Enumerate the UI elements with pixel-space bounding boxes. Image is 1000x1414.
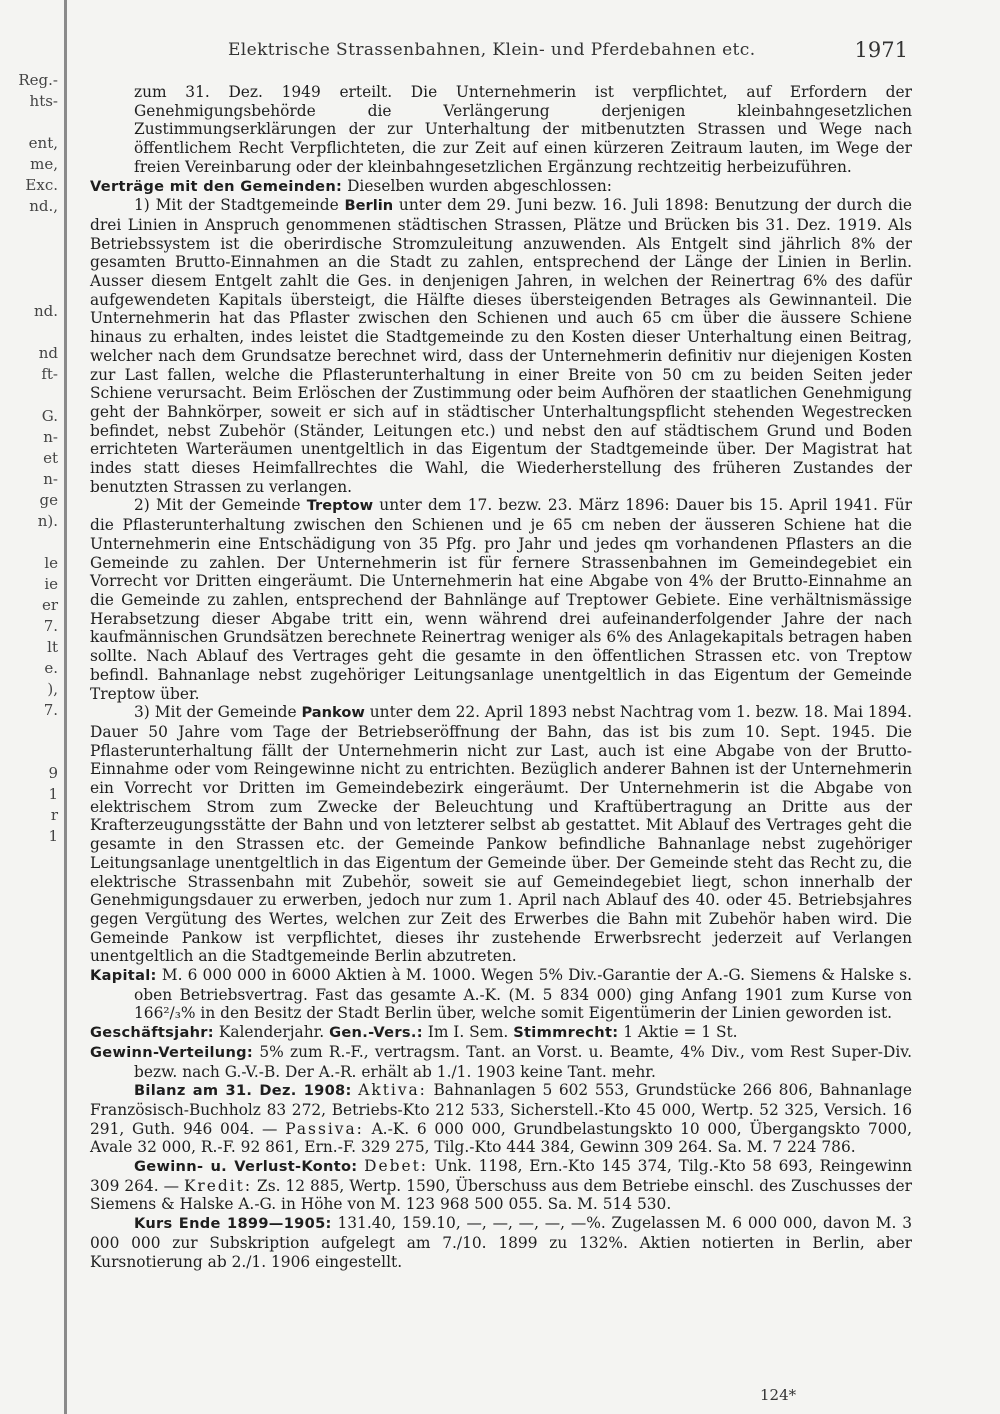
- fragment: me,: [30, 155, 58, 173]
- vertraege-heading: [90, 177, 912, 197]
- section-label: Kurs Ende 1899—1905:: [134, 1215, 332, 1233]
- fragment: le: [44, 554, 58, 572]
- gewinn-verlust-entry: [90, 1157, 912, 1214]
- section-label: Geschäftsjahr:: [90, 1024, 214, 1042]
- fragment: n-: [43, 428, 58, 446]
- fragment: 1: [48, 827, 58, 845]
- header-title: Elektrische Strassenbahnen, Klein- und Pferdebahnen etc.: [228, 40, 756, 60]
- section-label: Gewinn- u. Verlust-Konto:: [134, 1158, 358, 1176]
- contract-text: unter dem 29. Juni bezw. 16. Juli 1898: Benutzung der durch die drei Linien in Anspruch genommenen städtischen Strassen, Plätze und Brücken bis 31. Dez. 1919. Als Betriebssystem ist die oberirdische Stromzuleitung anzuwenden. Als Entgelt sind jährlich 8% der gesamten Brutto-Einnahmen an die Stadt zu zahlen, entsprechend der Länge der Linien in Berlin. Ausser diesem Entgelt zahlt die Ges. in denjenigen Jahren, in welchen der Reinertrag 6% des dafür aufgewendeten Kapitals übersteigt, die Hälfte dieses übersteigenden Betrages als Gewinnanteil. Die Unternehmerin hat das Pflaster zwischen den Schienen und auch 65 cm über die äussere Schiene hinaus zu erhalten, indes leistet die Stadtgemeinde zu den Kosten dieser Unterhaltung einen Beitrag, welcher nach dem Grundsatze berechnet wird, dass der Unternehmerin definitiv nur diejenigen Kosten zur Last fallen, welche die Pflasterunterhaltung in einer Breite von 50 cm zu beiden Seiten jeder Schiene verursacht. Beim Erlöschen der Zustimmung oder beim Aufhören der staatlichen Genehmigung geht der Bahnkörper, soweit er sich auf in städtischer Unterhaltungspflicht stehenden Wegestrecken befindet, nebst Zubehör (Ständer, Leitungen etc.) und nebst den auf städtischem Grund und Boden errichteten Warteräumen unentgeltlich in das Eigentum der Stadtgemeinde über. Der Magistrat hat indes statt dieses Heimfallrechtes die Wahl, die Wiederherstellung des früheren Zustandes der benutzten Strassen zu verlangen.: [90, 196, 913, 496]
- fragment: Reg.-: [18, 71, 58, 89]
- fragment: nd.: [33, 302, 58, 320]
- fragment: lt: [47, 638, 58, 656]
- contract-text: unter dem 22. April 1893 nebst Nachtrag vom 1. bezw. 18. Mai 1894. Dauer 50 Jahre vom Tage der Betriebseröffnung der Bahn, das ist bis zum 10. Sept. 1945. Die Pflasterunterhaltung fällt der Unternehmerin nicht zur Last, auch ist eine Abgabe von der Brutto-Einnahme oder vom Reingewinne nicht zu entrichten. Bezüglich anderer Bahnen ist der Unternehmerin ein Vorrecht vor Dritten im Gemeindebezirk eingeräumt. Der Unternehmerin ist die Abgabe von elektrischem Strom zum Zwecke der Beleuchtung und Kraftübertragung an Dritte aus der Krafterzeugungsstätte der Bahn und von letzterer selbst ab gestattet. Mit Ablauf des Vertrages geht die gesamte in den Strassen etc. der Gemeinde Pankow befindliche Bahnanlage nebst zugehöriger Leitungsanlage unentgeltlich in das Eigentum der Gemeinde über. Der Gemeinde steht das Recht zu, die elektrische Strassenbahn mit Zubehör, soweit sie auf Gemeindegebiet liegt, schon innerhalb der Genehmigungsdauer zu erwerben, jedoch nur zum 1. April nach Ablauf des 40. oder 45. Betriebsjahres gegen Vergütung des Wertes, welchen zur Zeit des Erwerbes die Bahn mit Zubehör haben wird. Die Gemeinde Pankow ist verpflichtet, dieses ihr zustehende Erwerbsrecht jederzeit auf Verlangen unentgeltlich an die Stadtgemeinde Berlin abzutreten.: [90, 703, 912, 966]
- kapital-entry: [90, 966, 912, 1023]
- fragment: 1: [48, 785, 58, 803]
- fragment: 9: [48, 764, 58, 782]
- fragment: [0, 322, 62, 343]
- kredit-text: Zs. 12 885, Wertp. 1590, Überschuss aus dem Betriebe einschl. des Zuschusses der Siemens & Halske A.-G. in Höhe von M. 123 968 500 055. Sa. M. 514 530.: [90, 1176, 912, 1214]
- signature-mark: 124*: [760, 1386, 797, 1404]
- section-label: Verträge mit den Gemeinden:: [90, 177, 343, 195]
- aktiva-text: Bahnanlagen 5 602 553, Grundstücke 266 806, Bahnanlage Französisch-Buchholz 83 272, Betriebs-Kto 212 533, Sicherstell.-Kto 45 000, Wertp. 52 325, Versich. 16 291, Guth. 946 004. —: [90, 1081, 912, 1138]
- main-text: [90, 83, 912, 1271]
- binding-edge: [64, 0, 67, 1414]
- section-label: Bilanz am 31. Dez. 1908:: [134, 1082, 352, 1100]
- fragment: [0, 280, 62, 301]
- passiva-text: A.-K. 6 000 000, Grundbelastungskto 10 000, Übergangskto 7000, Avale 32 000, R.-F. 92 861, Ern.-F. 329 275, Tilg.-Kto 444 384, Gewinn 309 264. Sa. M. 7 224 786.: [90, 1119, 912, 1157]
- fragment: e.: [44, 659, 58, 677]
- fragment: r: [50, 806, 58, 824]
- fragment: [0, 238, 62, 259]
- section-label: Kapital:: [90, 967, 157, 985]
- contract-text: unter dem 17. bezw. 23. März 1896: Dauer bis 15. April 1941. Für die Pflasterunterhaltung zwischen den Schienen und je 65 cm neben der äusseren Schiene hat die Unternehmerin eine Entschädigung von 35 Pfg. pro Jahr und jedes qm vorhandenen Pflasters an die Gemeinde zu zahlen. Der Unternehmerin ist für fernere Strassenbahnen im Gemeindegebiet ein Vorrecht vor Dritten eingeräumt. Die Unternehmerin hat eine Abgabe von 4% der Brutto-Einnahme an die Gemeinde zu zahlen, entsprechend der Bahnlänge auf Treptower Gebiete. Eine verhältnismässige Herabsetzung dieser Abgabe tritt ein, wenn während drei aufeinanderfolgender Jahre der nach kaufmännischen Grundsätzen berechnete Reinertrag weniger als 6% des Anlagekapitals betragen haben sollte. Nach Ablauf des Vertrages geht die gesamte in den öffentlichen Strassen etc. von Treptow befindl. Bahnanlage nebst zugehöriger Leitungsanlage unentgeltlich in das Eigentum der Gemeinde Treptow über.: [90, 496, 912, 703]
- section-text: Kalenderjahr.: [213, 1023, 330, 1042]
- contract-number: 2) Mit der Gemeinde: [134, 496, 307, 515]
- fragment: [0, 112, 62, 133]
- fragment: [0, 259, 62, 280]
- section-text: 131.40, 159.10, —, —, —, —, —%. Zugelassen M. 6 000 000, davon M. 3 000 000 zur Subskription aufgelegt am 7./10. 1899 zu 132%. Aktien notierten in Berlin, aber Kursnotierung ab 2./1. 1906 eingestellt.: [90, 1214, 912, 1271]
- previous-column-fragments: [0, 70, 62, 845]
- section-label: Stimmrecht:: [513, 1024, 619, 1042]
- contract-treptow: [90, 496, 912, 703]
- kredit-label: Kredit:: [183, 1176, 253, 1195]
- fragment: 7.: [43, 617, 58, 635]
- gewinn-verteilung-entry: [90, 1043, 912, 1081]
- fragment: Exc.: [25, 176, 58, 194]
- section-label: Gen.-Vers.:: [329, 1024, 423, 1042]
- fragment: et: [43, 449, 58, 467]
- fragment: er: [41, 596, 58, 614]
- fragment: [0, 742, 62, 763]
- fragment: ft-: [41, 365, 58, 383]
- contract-pankow: [90, 703, 912, 966]
- fragment: [0, 217, 62, 238]
- fragment: ge: [39, 491, 58, 509]
- bilanz-entry: [90, 1081, 912, 1157]
- fragment: [0, 532, 62, 553]
- geschaeftsjahr-entry: [90, 1023, 912, 1043]
- kurs-entry: [90, 1214, 912, 1271]
- contract-number: 1) Mit der Stadtgemeinde: [134, 196, 345, 215]
- section-text: 1 Aktie = 1 St.: [618, 1023, 738, 1042]
- place-name: Pankow: [301, 704, 365, 722]
- intro-paragraph: zum 31. Dez. 1949 erteilt. Die Unternehmerin ist verpflichtet, auf Erfordern der Genehmigungsbehörde die Verlängerung derjenigen kleinbahngesetzlichen Zustimmungserklärungen der zur Unterhaltung der mitbenutzten Strassen und Wege nach öffentlichem Recht Verpflichteten, die zur Zeit auf einen kürzeren Zeitraum lauten, im Wege der freien Vereinbarung oder der kleinbahngesetzlichen Ergänzung rechtzeitig herbeizuführen.: [134, 83, 912, 176]
- page-number: 1971: [854, 38, 908, 62]
- place-name: Treptow: [306, 497, 374, 515]
- fragment: nd.,: [29, 197, 58, 215]
- fragment: [0, 721, 62, 742]
- place-name: Berlin: [344, 197, 394, 215]
- fragment: ),: [47, 680, 58, 698]
- section-text: Im I. Sem.: [422, 1023, 514, 1042]
- debet-label: Debet:: [364, 1157, 428, 1176]
- fragment: ie: [44, 575, 58, 593]
- aktiva-label: Aktiva:: [358, 1081, 427, 1100]
- contract-number: 3) Mit der Gemeinde: [134, 703, 302, 722]
- section-label: Gewinn-Verteilung:: [90, 1043, 254, 1061]
- debet-text: Unk. 1198, Ern.-Kto 145 374, Tilg.-Kto 58 693, Reingewinn 309 264. —: [90, 1157, 912, 1195]
- section-text: Dieselben wurden abgeschlossen:: [342, 176, 612, 195]
- section-text: M. 6 000 000 in 6000 Aktien à M. 1000. Wegen 5% Div.-Garantie der A.-G. Siemens & Halske s. oben Betriebsvertrag. Fast das gesamte A.-K. (M. 5 834 000) ging Anfang 1901 zum Kurse von 166²/₃% in den Besitz der Stadt Berlin über, welche somit Eigentümerin der Linien geworden ist.: [134, 966, 912, 1023]
- fragment: [0, 385, 62, 406]
- fragment: 7.: [43, 701, 58, 719]
- fragment: hts-: [29, 92, 58, 110]
- fragment: nd: [38, 344, 58, 362]
- running-header: [228, 40, 908, 66]
- contract-berlin: [90, 196, 912, 496]
- fragment: n).: [37, 512, 58, 530]
- fragment: ent,: [28, 134, 58, 152]
- section-text: 5% zum R.-F., vertragsm. Tant. an Vorst. u. Beamte, 4% Div., vom Rest Super-Div. bezw. nach G.-V.-B. Der A.-R. erhält ab 1./1. 1903 keine Tant. mehr.: [134, 1042, 912, 1081]
- fragment: n-: [43, 470, 58, 488]
- passiva-label: Passiva:: [285, 1119, 364, 1138]
- fragment: G.: [41, 407, 58, 425]
